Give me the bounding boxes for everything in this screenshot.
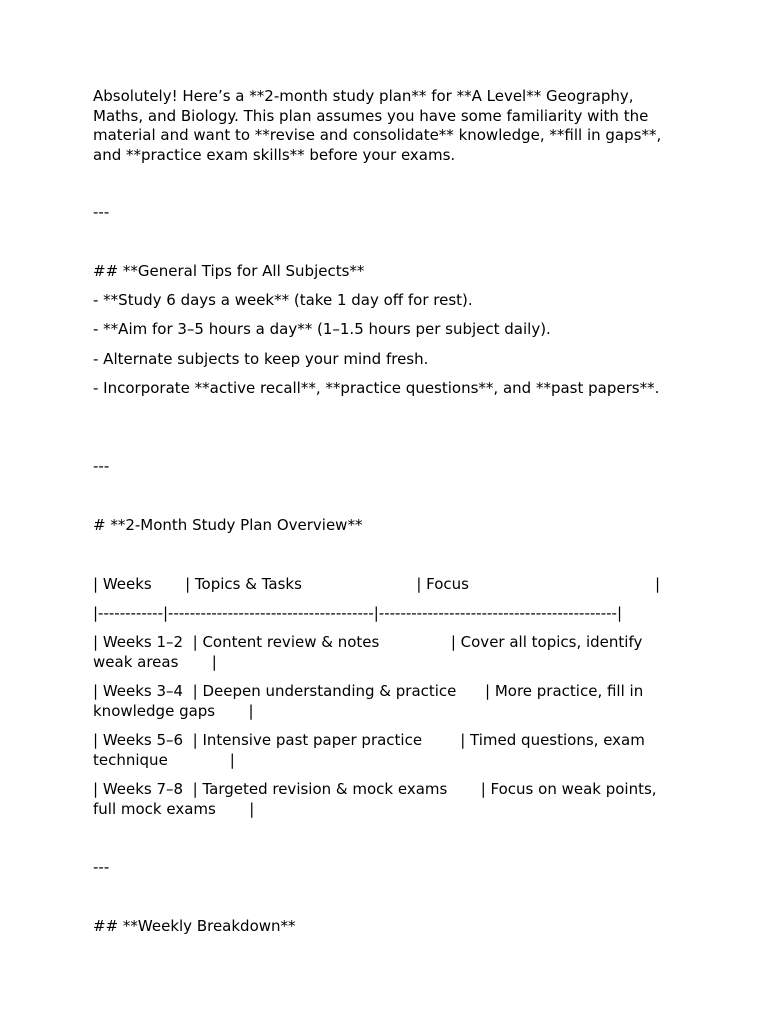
table-row: | Weeks 7–8 | Targeted revision & mock exams | Focus on weak points, full mock exams | — [93, 780, 662, 818]
tip-item: - Alternate subjects to keep your mind fresh. — [93, 350, 429, 368]
separator: --- — [93, 858, 110, 876]
table-row: | Weeks 1–2 | Content review & notes | Cover all topics, identify weak areas | — [93, 633, 648, 671]
separator: --- — [93, 457, 110, 475]
tip-item: - **Study 6 days a week** (take 1 day off for rest). — [93, 291, 473, 309]
overview-heading: # **2-Month Study Plan Overview** — [93, 516, 363, 534]
breakdown-heading: ## **Weekly Breakdown** — [93, 917, 296, 935]
table-header-row: | Weeks | Topics & Tasks | Focus | — [93, 575, 660, 593]
table-row: | Weeks 3–4 | Deepen understanding & practice | More practice, fill in knowledge gaps | — [93, 682, 648, 720]
tips-heading: ## **General Tips for All Subjects** — [93, 262, 365, 280]
separator: --- — [93, 203, 110, 221]
tip-item: - **Aim for 3–5 hours a day** (1–1.5 hours per subject daily). — [93, 320, 551, 338]
table-divider-row: |------------|--------------------------------------|--------------------------------------------| — [93, 604, 622, 622]
intro-paragraph: Absolutely! Here’s a **2-month study plan** for **A Level** Geography, Maths, and Biology. This plan assumes you have some familiarity with the material and want to **revise and consolidate** knowledge, **fill in gaps**, and **practice exam skills** before your exams. — [93, 87, 667, 164]
table-row: | Weeks 5–6 | Intensive past paper practice | Timed questions, exam technique | — [93, 731, 650, 769]
tip-item: - Incorporate **active recall**, **practice questions**, and **past papers**. — [93, 379, 660, 397]
